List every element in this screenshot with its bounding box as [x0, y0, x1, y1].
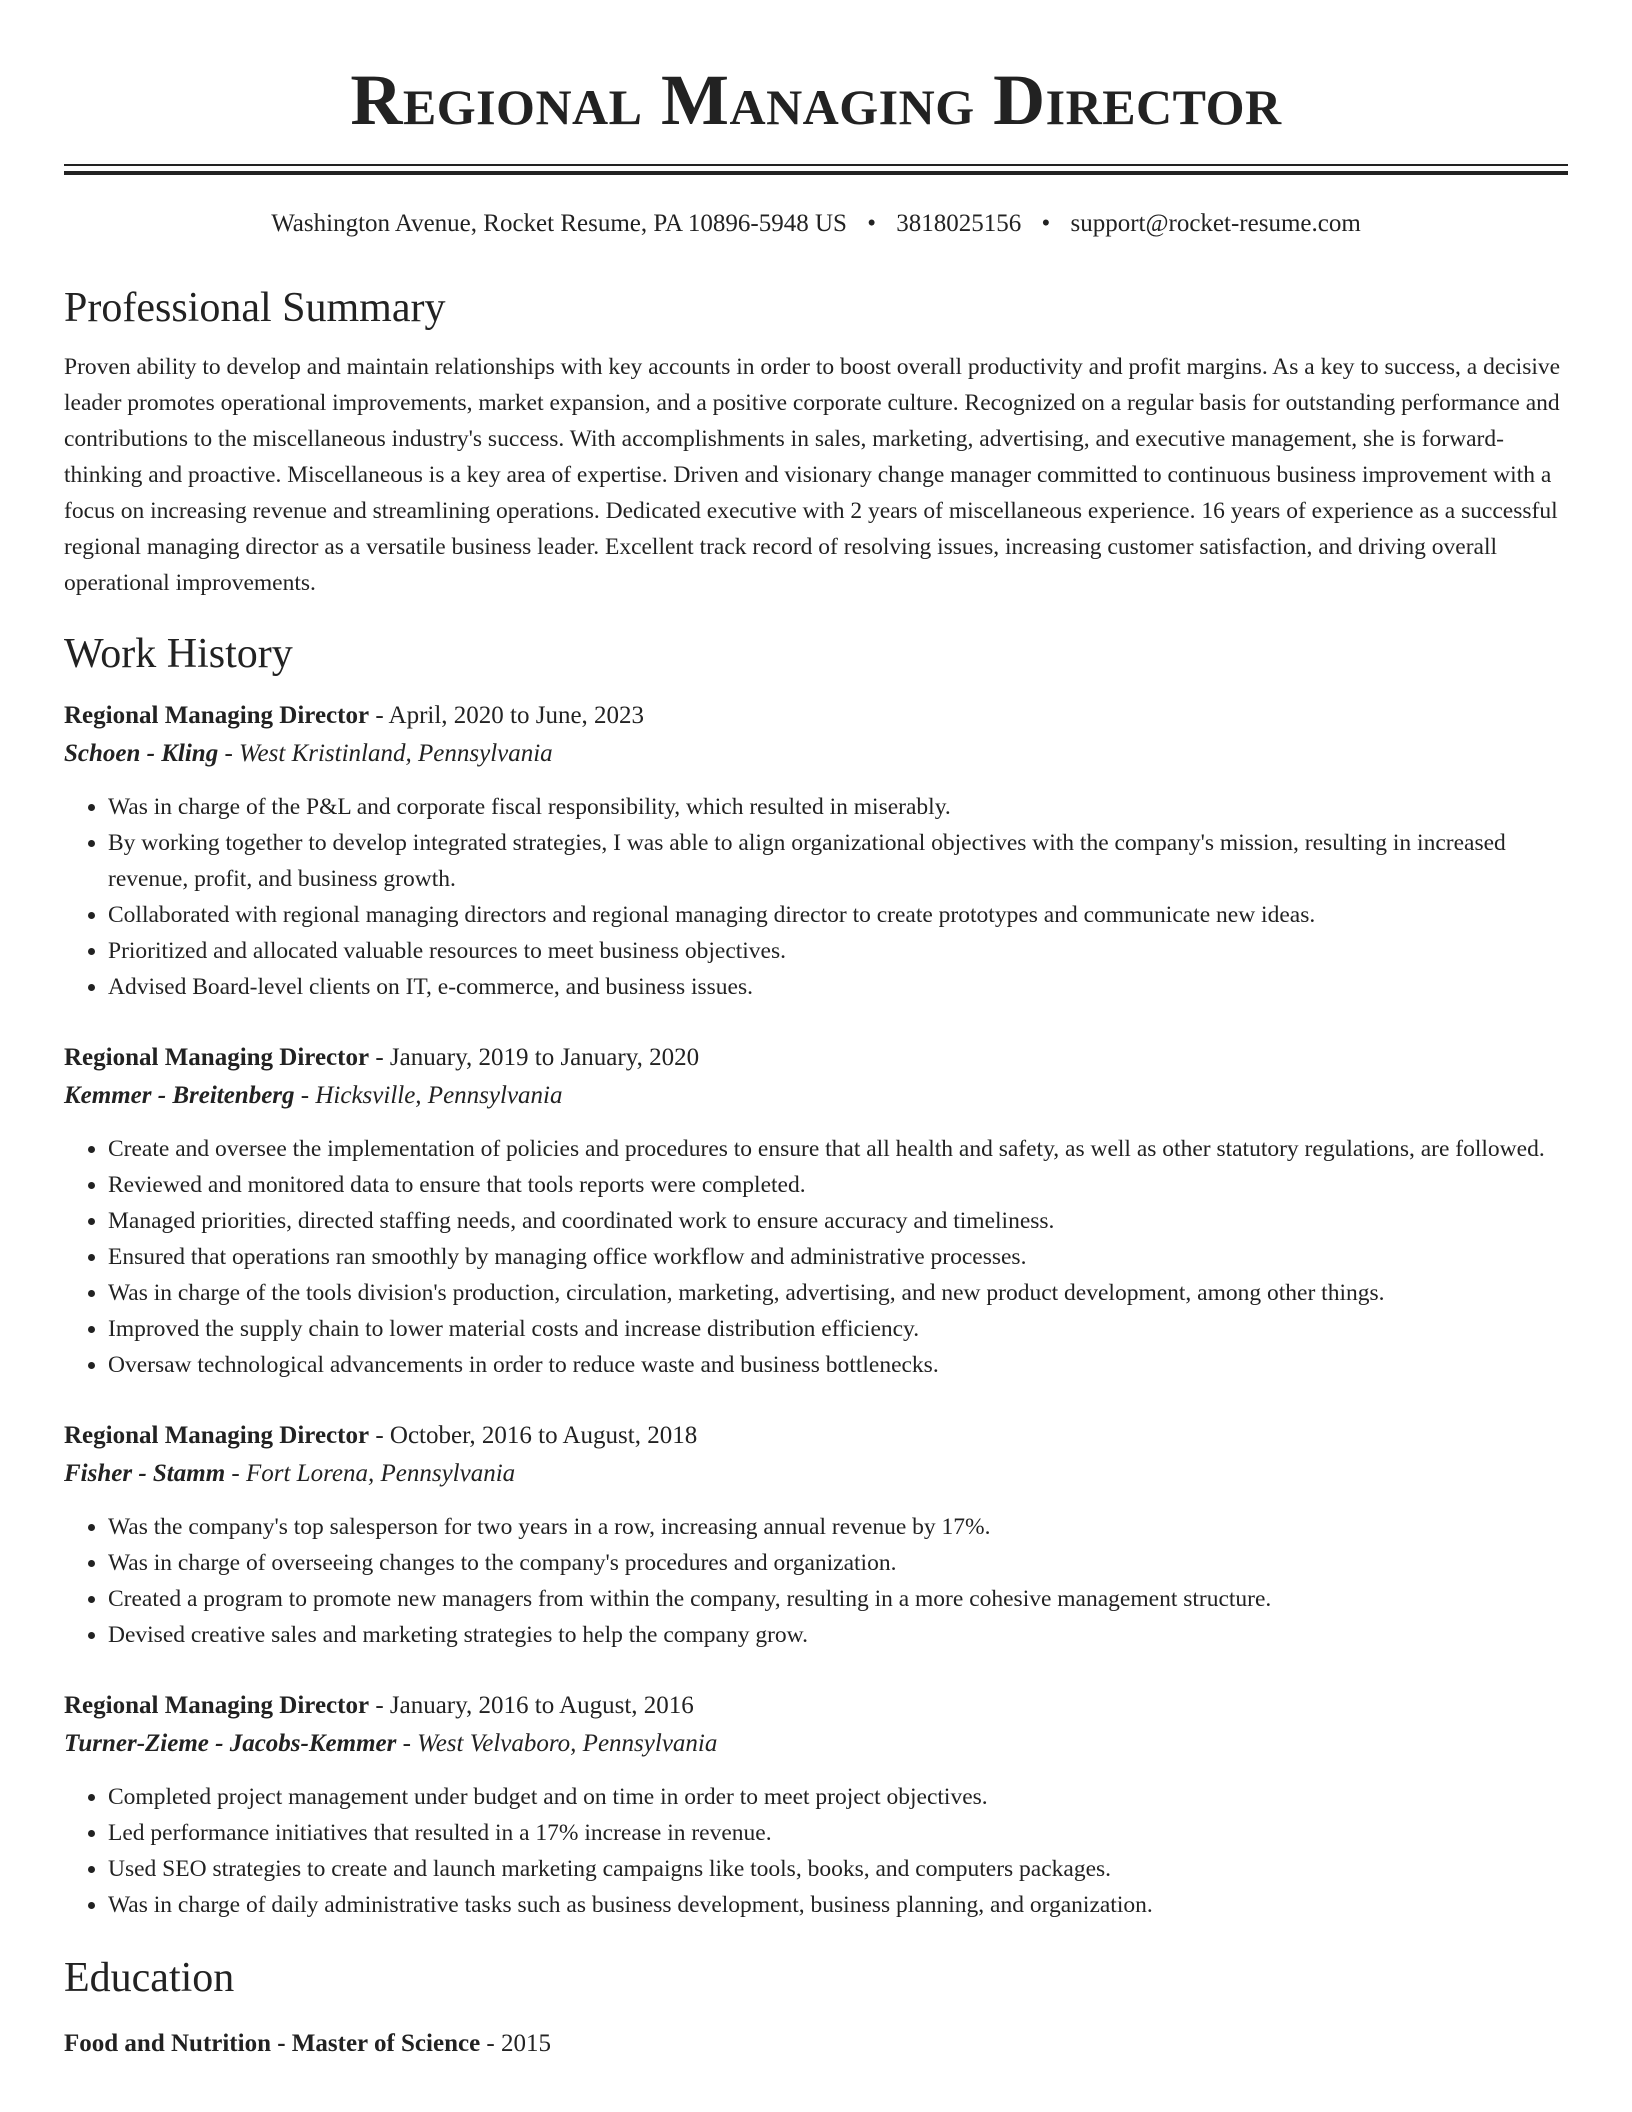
job-entry — [64, 1417, 1568, 1653]
job-header — [64, 697, 1568, 735]
job-bullet: • Was in charge of the tools division's production, circulation, marketing, advertising, and new product development, among other things. — [108, 1275, 1568, 1311]
job-bullet: • Improved the supply chain to lower material costs and increase distribution efficiency. — [108, 1311, 1568, 1347]
job-bullet: • Was in charge of the P&L and corporate fiscal responsibility, which resulted in miserably. — [108, 789, 1568, 825]
job-bullet: • Created a program to promote new managers from within the company, resulting in a more cohesive management structure. — [108, 1581, 1568, 1617]
job-location: - West Kristinland, Pennsylvania — [218, 740, 553, 767]
job-bullets — [64, 789, 1568, 1005]
job-bullet: • Devised creative sales and marketing strategies to help the company grow. — [108, 1617, 1568, 1653]
summary-heading: Professional Summary — [64, 285, 446, 331]
job-company: Schoen - Kling — [64, 740, 219, 767]
job-bullet: • Collaborated with regional managing directors and regional managing director to create prototypes and communicate new ideas. — [108, 897, 1568, 933]
contact-phone: 3818025156 — [896, 210, 1022, 237]
job-location: - Fort Lorena, Pennsylvania — [225, 1460, 516, 1487]
job-bullet: • Completed project management under budget and on time in order to meet project objectives. — [108, 1779, 1568, 1815]
job-bullet: • Oversaw technological advancements in order to reduce waste and business bottlenecks. — [108, 1347, 1568, 1383]
contact-address: Washington Avenue, Rocket Resume, PA 10896-5948 US — [271, 210, 847, 237]
job-bullet: • Advised Board-level clients on IT, e-commerce, and business issues. — [108, 969, 1568, 1005]
job-employer — [64, 1077, 1568, 1115]
resume-title: Regional Managing Director — [350, 60, 1282, 140]
education-year: - 2015 — [480, 2030, 551, 2057]
job-bullet: • Create and oversee the implementation of policies and procedures to ensure that all health and safety, as well as other statutory regulations, are followed. — [108, 1131, 1568, 1167]
contact-line — [64, 209, 1568, 239]
job-bullet: • Was the company's top salesperson for two years in a row, increasing annual revenue by 17%. — [108, 1509, 1568, 1545]
job-role: Regional Managing Director — [64, 702, 370, 729]
summary-text: Proven ability to develop and maintain relationships with key accounts in order to boost overall productivity and profit margins. As a key to success, a decisive leader promotes operational improvements, market expansion, and a positive corporate culture. Recognized on a regular basis for outstanding performance and contributions to the miscellaneous industry's success. With accomplishments in sales, marketing, advertising, and executive management, she is forward-thinking and proactive. Miscellaneous is a key area of expertise. Driven and visionary change manager committed to continuous business improvement with a focus on increasing revenue and streamlining operations. Dedicated executive with 2 years of miscellaneous experience. 16 years of experience as a successful regional managing director as a versatile business leader. Excellent track record of resolving issues, increasing customer satisfaction, and driving overall operational improvements. — [64, 354, 1561, 596]
resume-page — [64, 0, 1568, 2063]
job-bullets — [64, 1131, 1568, 1383]
job-header — [64, 1039, 1568, 1077]
job-header — [64, 1417, 1568, 1455]
contact-separator: • — [867, 210, 876, 237]
title-divider-bottom — [64, 171, 1568, 175]
title-divider-top — [64, 164, 1568, 166]
job-company: Turner-Zieme - Jacobs-Kemmer — [64, 1730, 397, 1757]
job-role: Regional Managing Director — [64, 1044, 370, 1071]
job-bullet: • Was in charge of overseeing changes to the company's procedures and organization. — [108, 1545, 1568, 1581]
education-entry — [64, 2025, 1568, 2063]
education-heading: Education — [64, 1955, 235, 2001]
job-bullet: • Prioritized and allocated valuable resources to meet business objectives. — [108, 933, 1568, 969]
job-employer — [64, 1455, 1568, 1493]
job-company: Fisher - Stamm — [64, 1460, 226, 1487]
job-bullet: • By working together to develop integrated strategies, I was able to align organizational objectives with the company's mission, resulting in increased revenue, profit, and business growth. — [108, 825, 1568, 897]
job-dates: - April, 2020 to June, 2023 — [369, 702, 645, 729]
job-entry — [64, 697, 1568, 1005]
job-role: Regional Managing Director — [64, 1422, 370, 1449]
job-location: - Hicksville, Pennsylvania — [294, 1082, 563, 1109]
job-location: - West Velvaboro, Pennsylvania — [396, 1730, 718, 1757]
education-degree: Food and Nutrition - Master of Science — [64, 2030, 481, 2057]
job-bullet: • Reviewed and monitored data to ensure that tools reports were completed. — [108, 1167, 1568, 1203]
job-bullet: • Managed priorities, directed staffing needs, and coordinated work to ensure accuracy and timeliness. — [108, 1203, 1568, 1239]
work-history-heading: Work History — [64, 631, 293, 677]
job-dates: - January, 2016 to August, 2016 — [369, 1692, 694, 1719]
job-bullets — [64, 1779, 1568, 1923]
job-dates: - January, 2019 to January, 2020 — [369, 1044, 700, 1071]
job-bullets — [64, 1509, 1568, 1653]
job-role: Regional Managing Director — [64, 1692, 370, 1719]
job-employer — [64, 1725, 1568, 1763]
job-bullet: • Was in charge of daily administrative tasks such as business development, business planning, and organization. — [108, 1887, 1568, 1923]
job-bullet: • Ensured that operations ran smoothly by managing office workflow and administrative processes. — [108, 1239, 1568, 1275]
job-dates: - October, 2016 to August, 2018 — [369, 1422, 698, 1449]
job-employer — [64, 735, 1568, 773]
job-entry — [64, 1687, 1568, 1923]
job-bullet: • Led performance initiatives that resulted in a 17% increase in revenue. — [108, 1815, 1568, 1851]
job-company: Kemmer - Breitenberg — [64, 1082, 295, 1109]
contact-email: support@rocket-resume.com — [1070, 210, 1361, 237]
job-header — [64, 1687, 1568, 1725]
contact-separator: • — [1041, 210, 1051, 237]
job-bullet: • Used SEO strategies to create and launch marketing campaigns like tools, books, and computers packages. — [108, 1851, 1568, 1887]
job-entry — [64, 1039, 1568, 1383]
